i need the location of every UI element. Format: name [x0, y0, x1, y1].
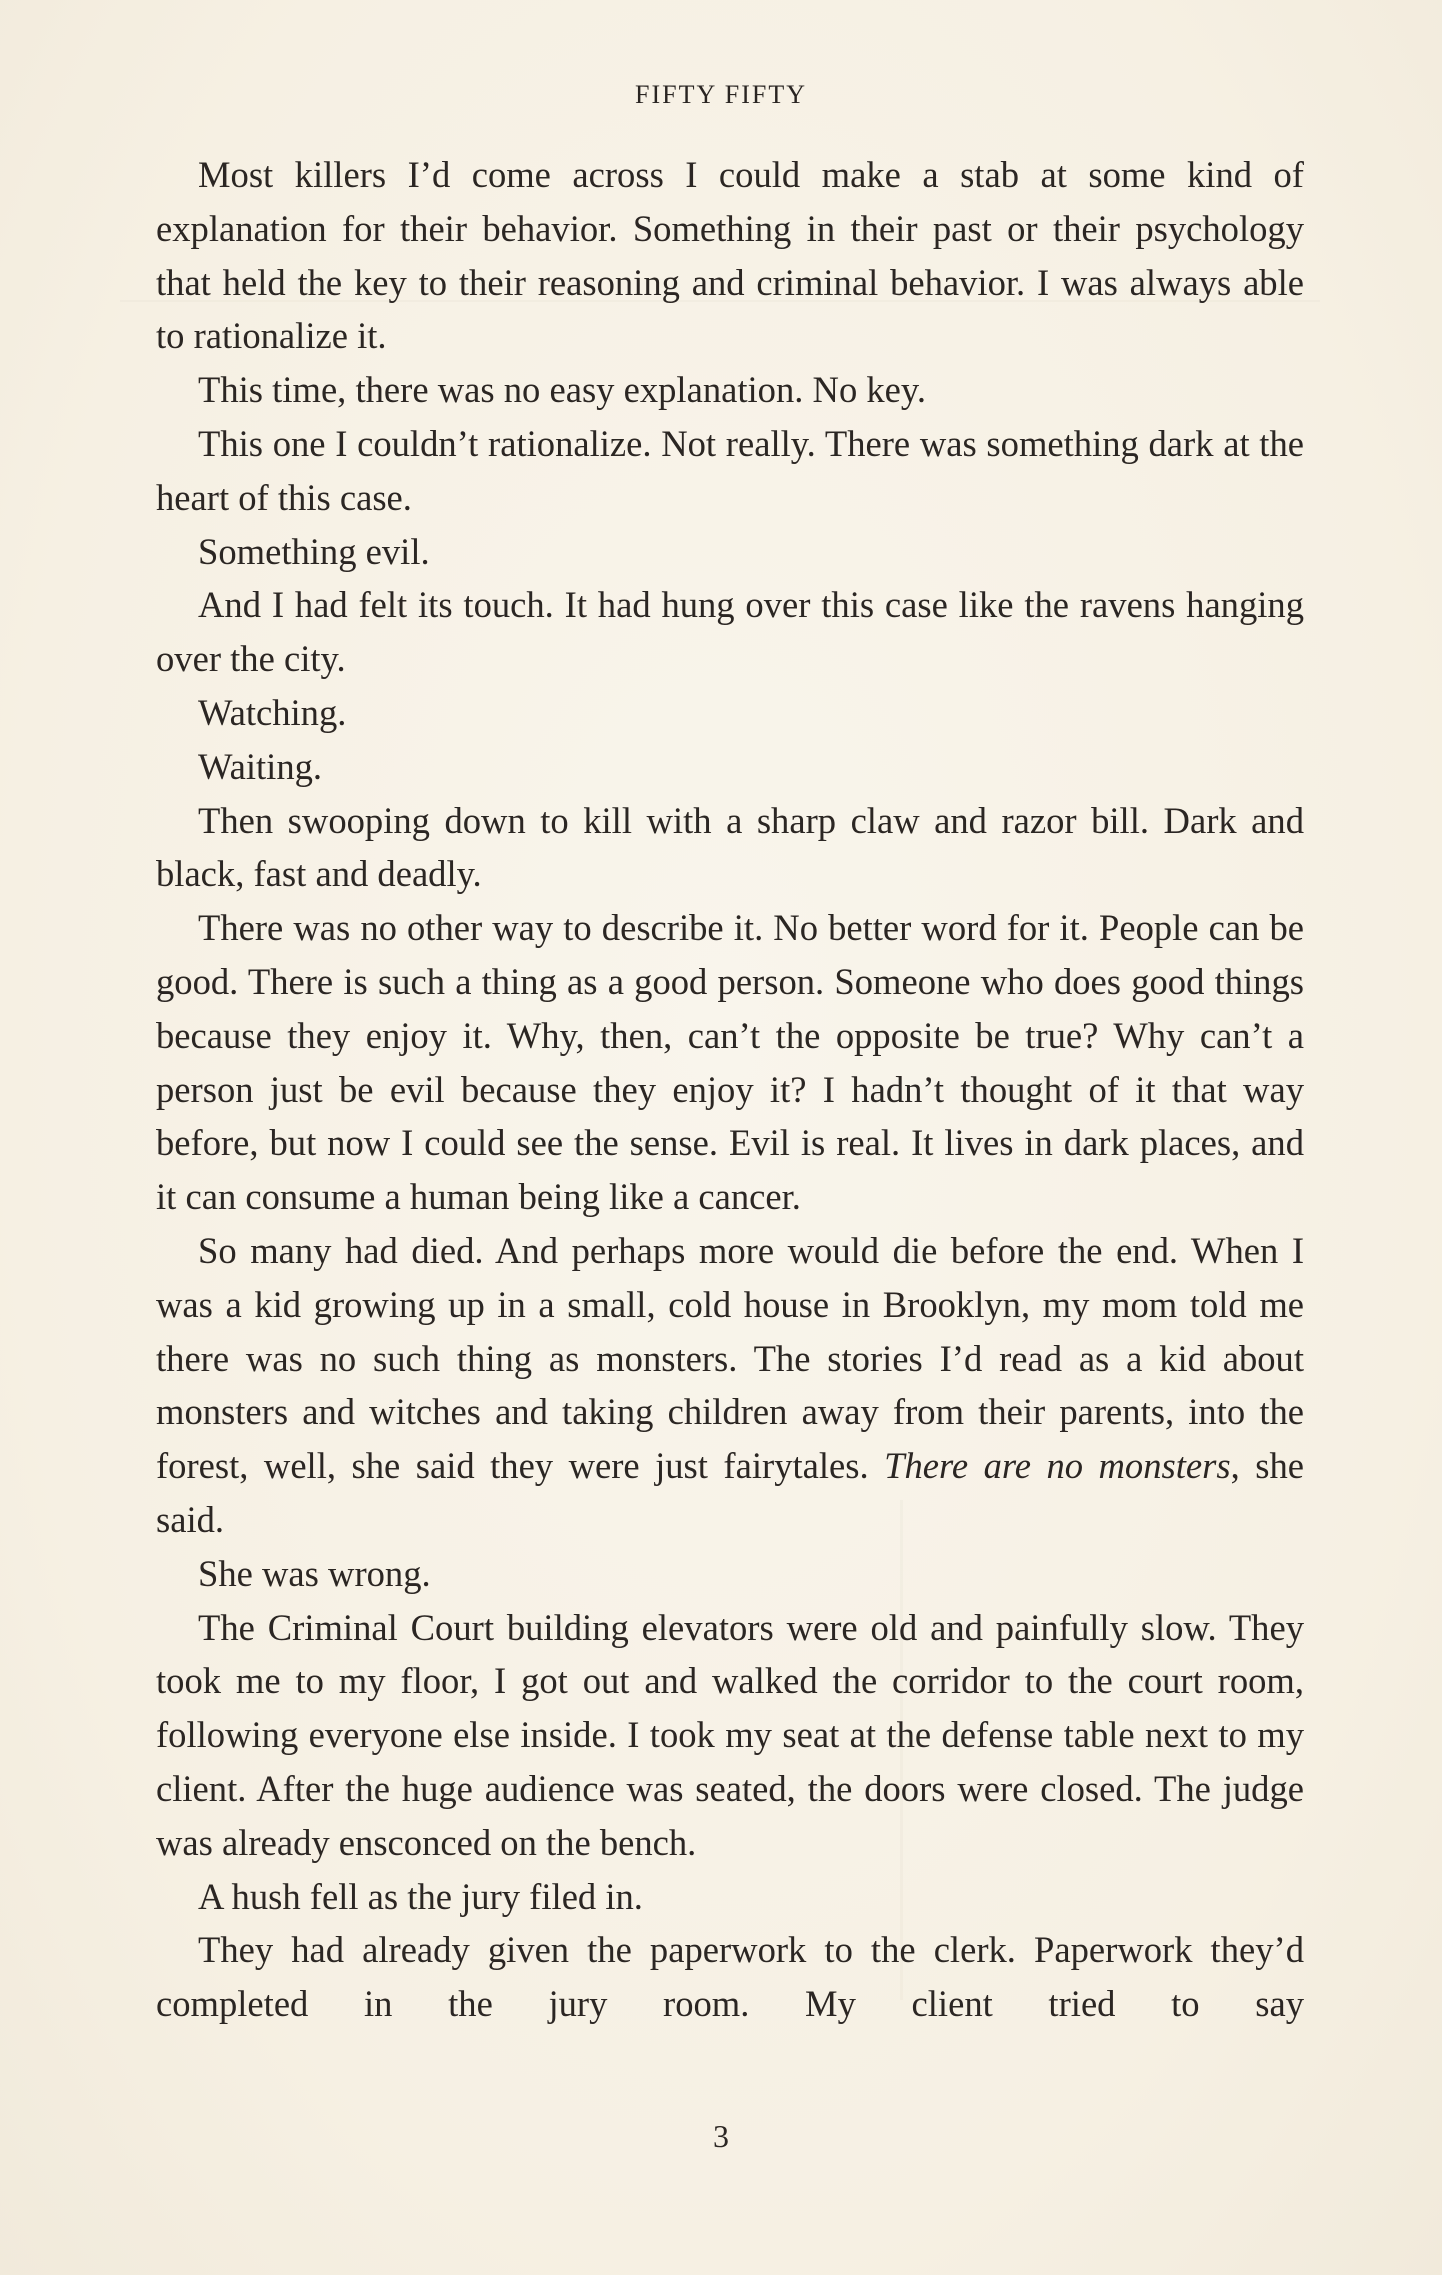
paragraph: This one I couldn’t rationalize. Not really. There was something dark at the heart of this case. [156, 422, 1304, 518]
paragraph: Then swooping down to kill with a sharp claw and razor bill. Dark and black, fast and deadly. [156, 799, 1304, 895]
paragraph: She was wrong. [198, 1552, 431, 1594]
paragraph-text: , she said. [156, 1445, 1304, 1540]
running-head: FIFTY FIFTY [634, 80, 807, 109]
paragraph: This time, there was no easy explanation. No key. [198, 369, 926, 411]
paragraph: Something evil. [198, 530, 430, 572]
body-text [156, 148, 1304, 2031]
paragraph: And I had felt its touch. It had hung over this case like the ravens hanging over the city. [156, 584, 1304, 680]
paragraph [156, 1224, 1304, 1547]
italic-phrase: There are no monsters [884, 1445, 1231, 1487]
paragraph-last: They had already given the paperwork to the clerk. Paperwork they’d completed in the jury room. My client tried to say [156, 1929, 1304, 2025]
paragraph-text: So many had died. And perhaps more would die before the end. When I was a kid growing up in a small, cold house in Brooklyn, my mom told me there was no such thing as monsters. The stories I’d read as a kid about monsters and witches and taking children away from their parents, into the forest, well, she said they were just fairytales. [156, 1229, 1304, 1487]
paragraph: There was no other way to describe it. No better word for it. People can be good. There is such a thing as a good person. Someone who does good things because they enjoy it. Why, then, can’t the opposite be true? Why can’t a person just be evil because they enjoy it? I hadn’t thought of it that way before, but now I could see the sense. Evil is real. It lives in dark places, and it can consume a human being like a cancer. [156, 907, 1304, 1218]
paragraph: Waiting. [198, 745, 323, 787]
paragraph: The Criminal Court building elevators were old and painfully slow. They took me to my floor, I got out and walked the corridor to the court room, following everyone else inside. I took my seat at the defense table next to my client. After the huge audience was seated, the doors were closed. The judge was already ensconced on the bench. [156, 1606, 1304, 1863]
paragraph: A hush fell as the jury filed in. [198, 1875, 643, 1917]
page-number: 3 [713, 2118, 729, 2154]
paragraph: Watching. [198, 691, 347, 733]
paragraph: Most killers I’d come across I could make a stab at some kind of explanation for their behavior. Something in their past or their psychology that held the key to their reasoning and criminal behavior. I was always able to rationalize it. [156, 154, 1304, 357]
